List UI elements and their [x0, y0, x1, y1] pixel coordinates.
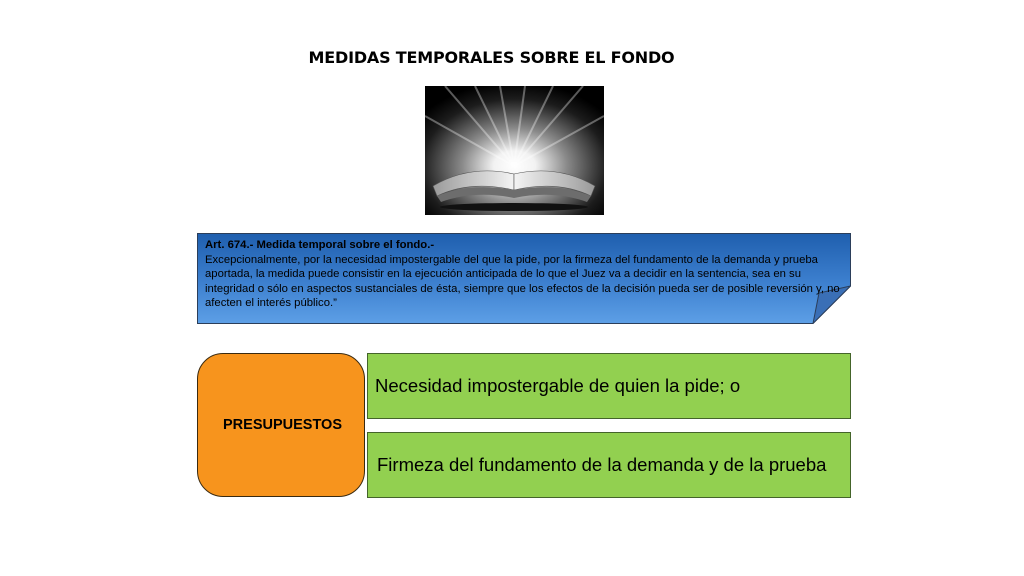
article-heading: Art. 674.- Medida temporal sobre el fondo.- — [205, 239, 435, 251]
presupuestos-box — [197, 353, 365, 497]
presupuestos-label: PRESUPUESTOS — [223, 417, 342, 433]
requirement-necesidad — [367, 353, 851, 419]
slide-title: MEDIDAS TEMPORALES SOBRE EL FONDO — [308, 48, 675, 67]
article-body: Excepcionalmente, por la necesidad impostergable del que la pide, por la firmeza del fundamento de la demanda y prueba aportada, la medida puede consistir en la ejecución anticipada de lo que el Juez va a decidir en la sentencia, sea en su integridad o sólo en aspectos sustanciales de ésta, siempre que los efectos de la decisión pueda ser de posible reversión y, no afecten el interés público.” — [205, 253, 840, 309]
article-callout — [197, 233, 851, 324]
requirement-text: Necesidad impostergable de quien la pide; o — [375, 375, 741, 396]
requirement-firmeza — [367, 432, 851, 498]
article-text — [205, 238, 845, 311]
open-book-image — [425, 86, 604, 215]
requirement-text: Firmeza del fundamento de la demanda y de la prueba — [377, 454, 827, 475]
